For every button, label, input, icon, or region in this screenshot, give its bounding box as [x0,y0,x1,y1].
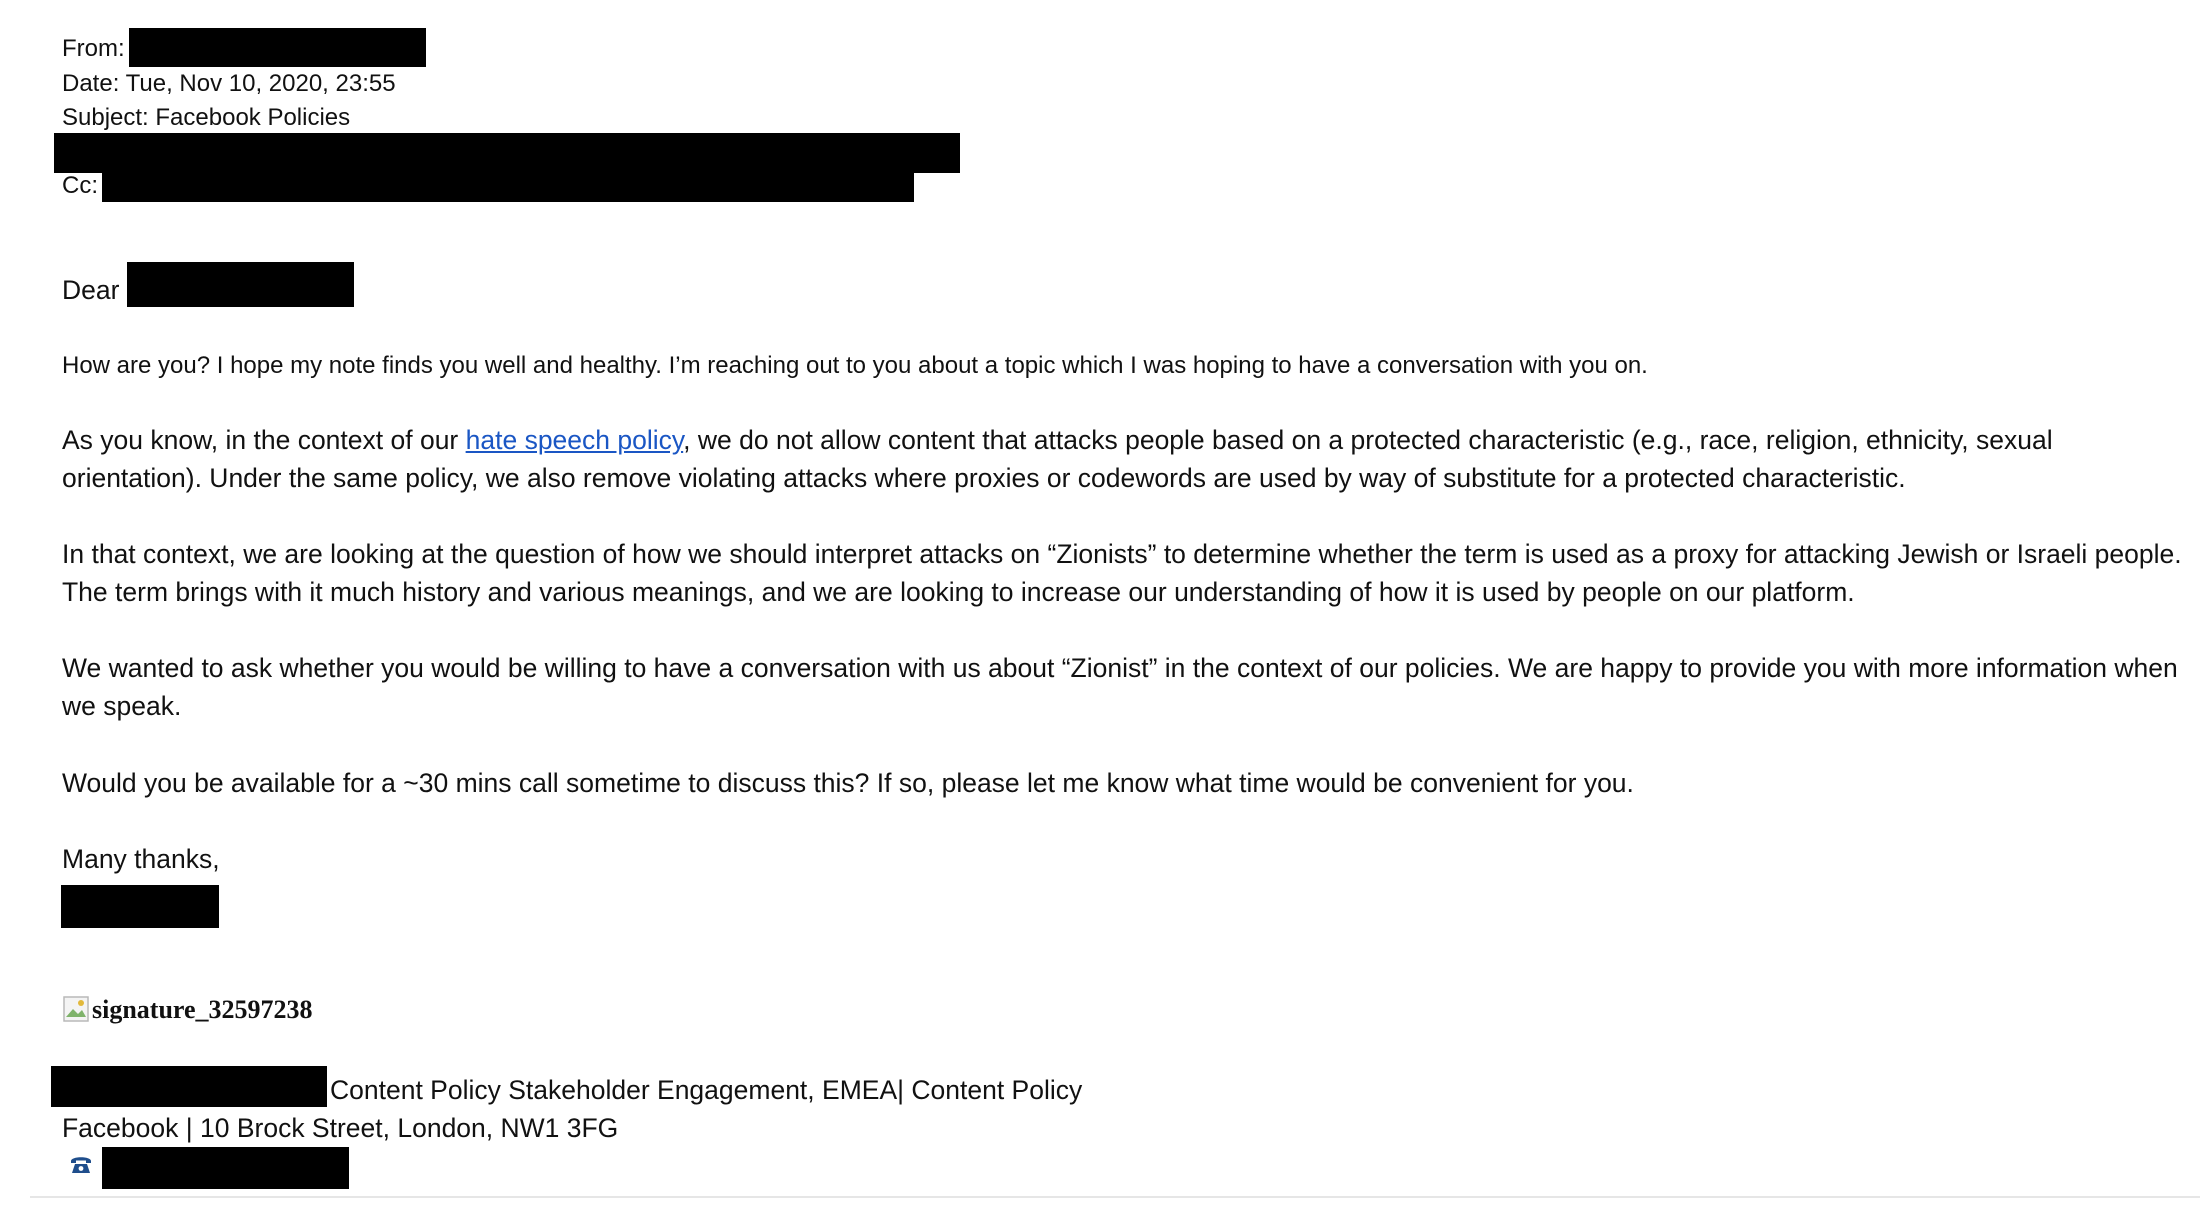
redacted-sender-name [61,885,219,928]
paragraph-1-line-2: orientation). Under the same policy, we also remove violating attacks where proxies or codewords are used by way of substitute for a protected characteristic. [62,463,1906,493]
closing: Many thanks, [62,844,220,874]
signature-image-alt: signature_32597238 [92,995,313,1024]
salutation: Dear [62,275,120,305]
date-line: Date: Tue, Nov 10, 2020, 23:55 [62,70,396,97]
signature-address: Facebook | 10 Brock Street, London, NW1 3FG [62,1113,619,1143]
redacted-recipient-name [127,262,354,307]
redacted-from [129,28,426,67]
signature-title: Content Policy Stakeholder Engagement, EMEA| Content Policy [330,1075,1083,1105]
redacted-sender-signature-name [51,1066,327,1107]
from-label: From: [62,35,125,62]
paragraph-1-text-before-link: As you know, in the context of our [62,425,466,455]
paragraph-2-line-2: The term brings with it much history and various meanings, and we are looking to increase our understanding of how it is used by people on our platform. [62,577,1855,607]
cc-label: Cc: [62,172,98,199]
intro-paragraph: How are you? I hope my note finds you well and healthy. I’m reaching out to you about a topic which I was hoping to have a conversation with you on. [62,352,1648,379]
redacted-cc [102,171,914,202]
paragraph-3-line-2: we speak. [62,691,182,721]
paragraph-1-text-after-link: , we do not allow content that attacks people based on a protected characteristic (e.g., race, religion, ethnicity, sexual [683,425,2053,455]
subject-line: Subject: Facebook Policies [62,104,351,131]
hate-speech-policy-link[interactable]: hate speech policy [465,425,684,455]
bottom-divider [30,1196,2200,1198]
signature-image [62,993,313,1027]
phone-icon [68,1152,94,1176]
broken-image-icon [62,995,90,1023]
redacted-phone-number [102,1147,349,1189]
redacted-to-line [54,133,960,173]
paragraph-4: Would you be available for a ~30 mins call sometime to discuss this? If so, please let me know what time would be convenient for you. [62,768,1634,798]
paragraph-2-line-1: In that context, we are looking at the question of how we should interpret attacks on “Zionists” to determine whether the term is used as a proxy for attacking Jewish or Israeli people. [62,539,2182,569]
paragraph-3-line-1: We wanted to ask whether you would be willing to have a conversation with us about “Zionist” in the context of our policies. We are happy to provide you with more information when [62,653,2178,683]
paragraph-1-line-1 [62,421,2053,459]
